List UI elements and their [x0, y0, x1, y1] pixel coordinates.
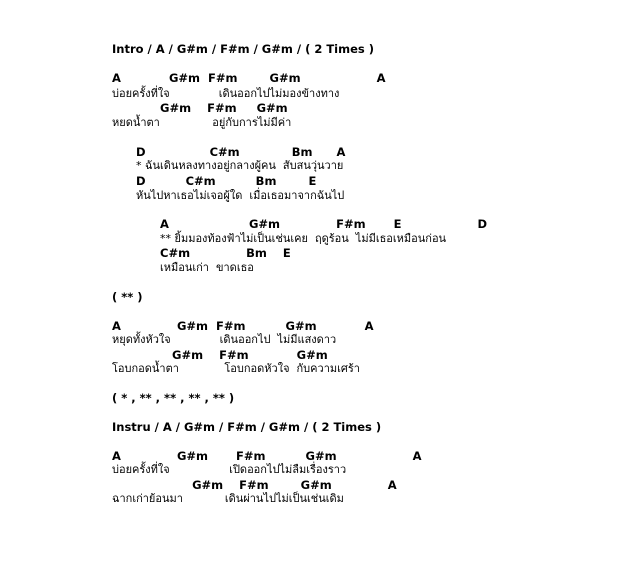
verse3-lyrics-2: ฉากเก่าย้อนมา เดินผ่านไปไม่เป็นเช่นเดิม — [112, 492, 344, 505]
instru-line: Instru / A / G#m / F#m / G#m / ( 2 Times ) — [112, 420, 382, 434]
verse3-chords-1: A G#m F#m G#m A — [112, 449, 422, 463]
chorus-a-lyrics-1: * ฉันเดินหลงทางอยู่กลางผู้คน สับสนวุ่นวาย — [136, 159, 344, 172]
verse3-chords-2: G#m F#m G#m A — [112, 478, 397, 492]
chorus-a-chords-2: D C#m Bm E — [136, 174, 317, 188]
chorus-a-chords-1: D C#m Bm A — [136, 145, 346, 159]
verse1-chords-2: G#m F#m G#m — [112, 101, 288, 115]
verse2-chords-2: G#m F#m G#m — [112, 348, 328, 362]
chorus-a-lyrics-2: หันไปหาเธอไม่เจอผู้ใด เมื่อเธอมาจากฉันไป — [136, 189, 345, 202]
chorus-b-chords-2: C#m Bm E — [160, 246, 291, 260]
verse1-chords-1: A G#m F#m G#m A — [112, 71, 386, 85]
chorus-b-lyrics-1: ** ยิ้มมองท้องฟ้าไม่เป็นเช่นเคย ฤดูร้อน ไม่มีเธอเหมือนก่อน — [160, 232, 447, 245]
verse2-lyrics-1: หยุดทั้งหัวใจ เดินออกไป ไม่มีแสงดาว — [112, 333, 337, 346]
chorus-b-lyrics-2: เหมือนเก่า ขาดเธอ — [160, 261, 254, 274]
chorus-b-chords-1: A G#m F#m E D — [160, 217, 488, 231]
verse1-lyrics-2: หยดน้ำตา อยู่กับการไม่มีค่า — [112, 116, 292, 129]
repeat-marker-2: ( * , ** , ** , ** , ** ) — [112, 391, 235, 405]
verse1-lyrics-1: บ่อยครั้งที่ใจ เดินออกไปไม่มองข้างทาง — [112, 87, 340, 100]
verse3-lyrics-1: บ่อยครั้งที่ใจ เปิดออกไปไม่ลืมเรื่องราว — [112, 463, 347, 476]
repeat-marker-1: ( ** ) — [112, 290, 143, 304]
verse2-chords-1: A G#m F#m G#m A — [112, 319, 374, 333]
intro-line: Intro / A / G#m / F#m / G#m / ( 2 Times ) — [112, 42, 375, 56]
verse2-lyrics-2: โอบกอดน้ำตา โอบกอดหัวใจ กับความเศร้า — [112, 362, 360, 375]
